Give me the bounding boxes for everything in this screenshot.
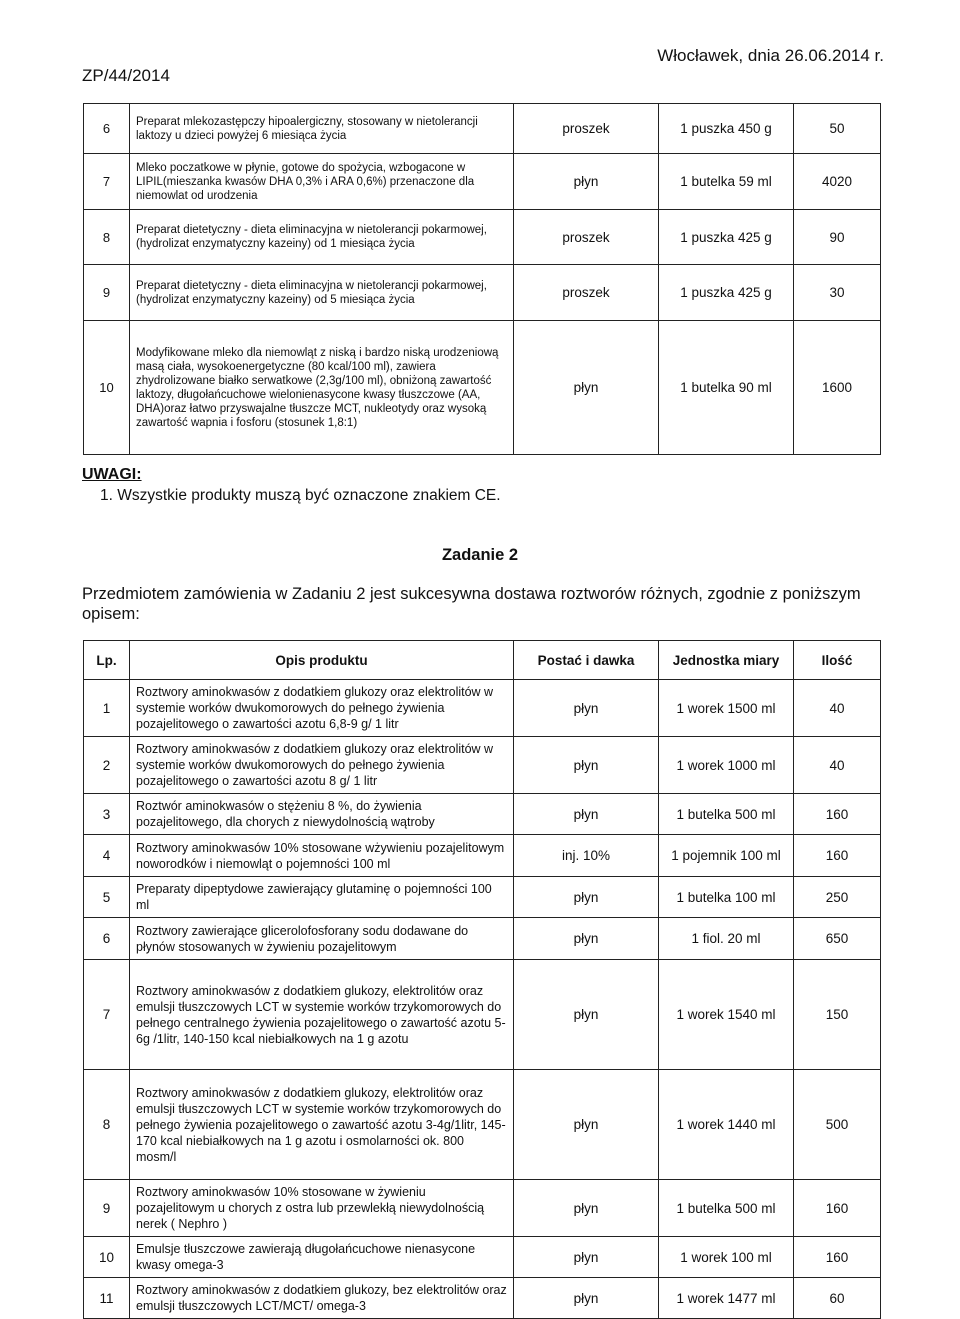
row-lp: 4 (84, 835, 130, 877)
row-description: Preparat dietetyczny - dieta eliminacyjna w nietolerancji pokarmowej, (hydrolizat enzymatyczny kazeiny) od 5 miesiąca życia (130, 265, 514, 321)
row-form: płyn (514, 877, 659, 918)
row-qty: 160 (794, 835, 881, 877)
row-form: płyn (514, 154, 659, 210)
header-form: Postać i dawka (514, 641, 659, 680)
row-description: Roztwory aminokwasów z dodatkiem glukozy oraz elektrolitów w systemie worków dwukomorowych do pełnego żywienia pozajelitowego o zawartości azotu 6,8-9 g/ 1 litr (130, 680, 514, 737)
row-unit: 1 butelka 59 ml (659, 154, 794, 210)
row-qty: 40 (794, 680, 881, 737)
row-qty: 650 (794, 918, 881, 960)
table-row (84, 680, 881, 737)
row-qty: 160 (794, 1237, 881, 1278)
table-row (84, 1237, 881, 1278)
table-row (84, 154, 881, 210)
row-lp: 9 (84, 265, 130, 321)
row-lp: 2 (84, 737, 130, 794)
row-description: Emulsje tłuszczowe zawierają długołańcuchowe nienasycone kwasy omega-3 (130, 1237, 514, 1278)
table-row (84, 960, 881, 1070)
row-description: Preparaty dipeptydowe zawierający glutaminę o pojemności 100 ml (130, 877, 514, 918)
row-form: płyn (514, 794, 659, 835)
row-description: Preparat dietetyczny - dieta eliminacyjna w nietolerancji pokarmowej, (hydrolizat enzymatyczny kazeiny) od 1 miesiąca życia (130, 210, 514, 265)
place-date: Włocławek, dnia 26.06.2014 r. (657, 46, 884, 65)
table-row (84, 918, 881, 960)
row-description: Roztwory aminokwasów z dodatkiem glukozy, bez elektrolitów oraz emulsji tłuszczowych LCT/MCT/ omega-3 (130, 1278, 514, 1319)
table-header-row (84, 641, 881, 680)
table-row (84, 210, 881, 265)
row-form: proszek (514, 210, 659, 265)
row-lp: 8 (84, 1070, 130, 1180)
row-form: płyn (514, 918, 659, 960)
row-form: płyn (514, 960, 659, 1070)
row-qty: 160 (794, 1180, 881, 1237)
row-form: płyn (514, 1180, 659, 1237)
row-unit: 1 worek 1500 ml (659, 680, 794, 737)
row-lp: 1 (84, 680, 130, 737)
remarks-title: UWAGI: (82, 466, 142, 483)
row-qty: 50 (794, 104, 881, 154)
row-unit: 1 worek 1440 ml (659, 1070, 794, 1180)
table-row (84, 265, 881, 321)
row-lp: 10 (84, 1237, 130, 1278)
row-lp: 6 (84, 104, 130, 154)
row-unit: 1 worek 100 ml (659, 1237, 794, 1278)
row-description: Preparat mlekozastępczy hipoalergiczny, stosowany w nietolerancji laktozy u dzieci powyżej 6 miesiąca życia (130, 104, 514, 154)
row-qty: 60 (794, 1278, 881, 1319)
row-qty: 1600 (794, 321, 881, 455)
reference-number: ZP/44/2014 (82, 66, 170, 85)
task-intro: Przedmiotem zamówienia w Zadaniu 2 jest sukcesywna dostawa roztworów różnych, zgodnie z poniższym opisem: (82, 585, 861, 623)
table-row (84, 1070, 881, 1180)
row-unit: 1 worek 1540 ml (659, 960, 794, 1070)
row-form: płyn (514, 1070, 659, 1180)
task-title: Zadanie 2 (441, 546, 519, 564)
table-row (84, 877, 881, 918)
row-lp: 11 (84, 1278, 130, 1319)
row-lp: 9 (84, 1180, 130, 1237)
header-description: Opis produktu (130, 641, 514, 680)
row-description: Roztwory aminokwasów 10% stosowane wżywieniu pozajelitowym noworodków i niemowląt o pojemności 100 ml (130, 835, 514, 877)
row-description: Modyfikowane mleko dla niemowląt z niską i bardzo niską urodzeniową masą ciała, wysokoenergetyczne (80 kcal/100 ml), zawiera zhydrolizowane białko serwatkowe (2,3g/100 ml), obniżoną zawartość laktozy, długołańcuchowe wielonienasycone kwasy tłuszczowe (AA, DHA)oraz łatwo przyswajalne tłuszcze MCT, nukleotydy oraz wysoką zawartość wapnia i fosforu (stosunek 1,8:1) (130, 321, 514, 455)
row-description: Roztwory aminokwasów z dodatkiem glukozy, elektrolitów oraz emulsji tłuszczowych LCT w systemie worków trzykomorowych do pełnego żywienia pozajelitowego o zawartość azotu 3-4g/1litr, 145-170 kcal niebiałkowych na 1 g azotu i osmolarności ok. 800 mosm/l (130, 1070, 514, 1180)
table-row (84, 835, 881, 877)
header-lp: Lp. (84, 641, 130, 680)
row-description: Roztwory aminokwasów 10% stosowane w żywieniu pozajelitowym u chorych z ostra lub przewlekłą niewydolnością nerek ( Nephro ) (130, 1180, 514, 1237)
table-row (84, 1180, 881, 1237)
row-qty: 4020 (794, 154, 881, 210)
row-qty: 160 (794, 794, 881, 835)
row-form: płyn (514, 680, 659, 737)
row-unit: 1 worek 1000 ml (659, 737, 794, 794)
row-qty: 30 (794, 265, 881, 321)
remarks-section (82, 466, 501, 505)
row-lp: 10 (84, 321, 130, 455)
row-unit: 1 pojemnik 100 ml (659, 835, 794, 877)
header-qty: Ilość (794, 641, 881, 680)
row-unit: 1 puszka 425 g (659, 265, 794, 321)
table-row (84, 1278, 881, 1319)
row-qty: 40 (794, 737, 881, 794)
row-qty: 500 (794, 1070, 881, 1180)
row-lp: 5 (84, 877, 130, 918)
row-qty: 250 (794, 877, 881, 918)
row-unit: 1 puszka 450 g (659, 104, 794, 154)
row-form: inj. 10% (514, 835, 659, 877)
row-unit: 1 butelka 500 ml (659, 1180, 794, 1237)
table-row (84, 321, 881, 455)
row-description: Roztwory aminokwasów z dodatkiem glukozy, elektrolitów oraz emulsji tłuszczowych LCT w systemie worków trzykomorowych do pełnego centralnego żywienia pozajelitowego o zawartość azotu 5-6g /1litr, 140-150 kcal niebiałkowych na 1 g azotu (130, 960, 514, 1070)
row-unit: 1 butelka 100 ml (659, 877, 794, 918)
table-row (84, 737, 881, 794)
row-unit: 1 worek 1477 ml (659, 1278, 794, 1319)
remarks-item: 1. Wszystkie produkty muszą być oznaczone znakiem CE. (100, 487, 501, 504)
page-header (0, 0, 960, 100)
row-description: Roztwory zawierające glicerolofosforany sodu dodawane do płynów stosowanych w żywieniu pozajelitowym (130, 918, 514, 960)
row-lp: 6 (84, 918, 130, 960)
row-description: Roztwór aminokwasów o stężeniu 8 %, do żywienia pozajelitowego, dla chorych z niewydolnością wątroby (130, 794, 514, 835)
row-unit: 1 butelka 500 ml (659, 794, 794, 835)
row-qty: 150 (794, 960, 881, 1070)
table-row (84, 794, 881, 835)
row-description: Roztwory aminokwasów z dodatkiem glukozy oraz elektrolitów w systemie worków dwukomorowych do pełnego żywienia pozajelitowego o zawartości azotu 8 g/ 1 litr (130, 737, 514, 794)
products-table-1 (83, 103, 881, 455)
row-form: płyn (514, 1278, 659, 1319)
row-form: proszek (514, 104, 659, 154)
row-form: płyn (514, 1237, 659, 1278)
products-table-2 (83, 640, 881, 1319)
row-unit: 1 butelka 90 ml (659, 321, 794, 455)
row-unit: 1 puszka 425 g (659, 210, 794, 265)
row-description: Mleko poczatkowe w płynie, gotowe do spożycia, wzbogacone w LIPIL(mieszanka kwasów DHA 0,3% i ARA 0,6%) przenaczone dla niemowlat od urodzenia (130, 154, 514, 210)
row-form: płyn (514, 737, 659, 794)
table-row (84, 104, 881, 154)
row-unit: 1 fiol. 20 ml (659, 918, 794, 960)
row-lp: 7 (84, 154, 130, 210)
row-lp: 8 (84, 210, 130, 265)
row-lp: 7 (84, 960, 130, 1070)
row-lp: 3 (84, 794, 130, 835)
row-form: proszek (514, 265, 659, 321)
header-unit: Jednostka miary (659, 641, 794, 680)
row-qty: 90 (794, 210, 881, 265)
row-form: płyn (514, 321, 659, 455)
